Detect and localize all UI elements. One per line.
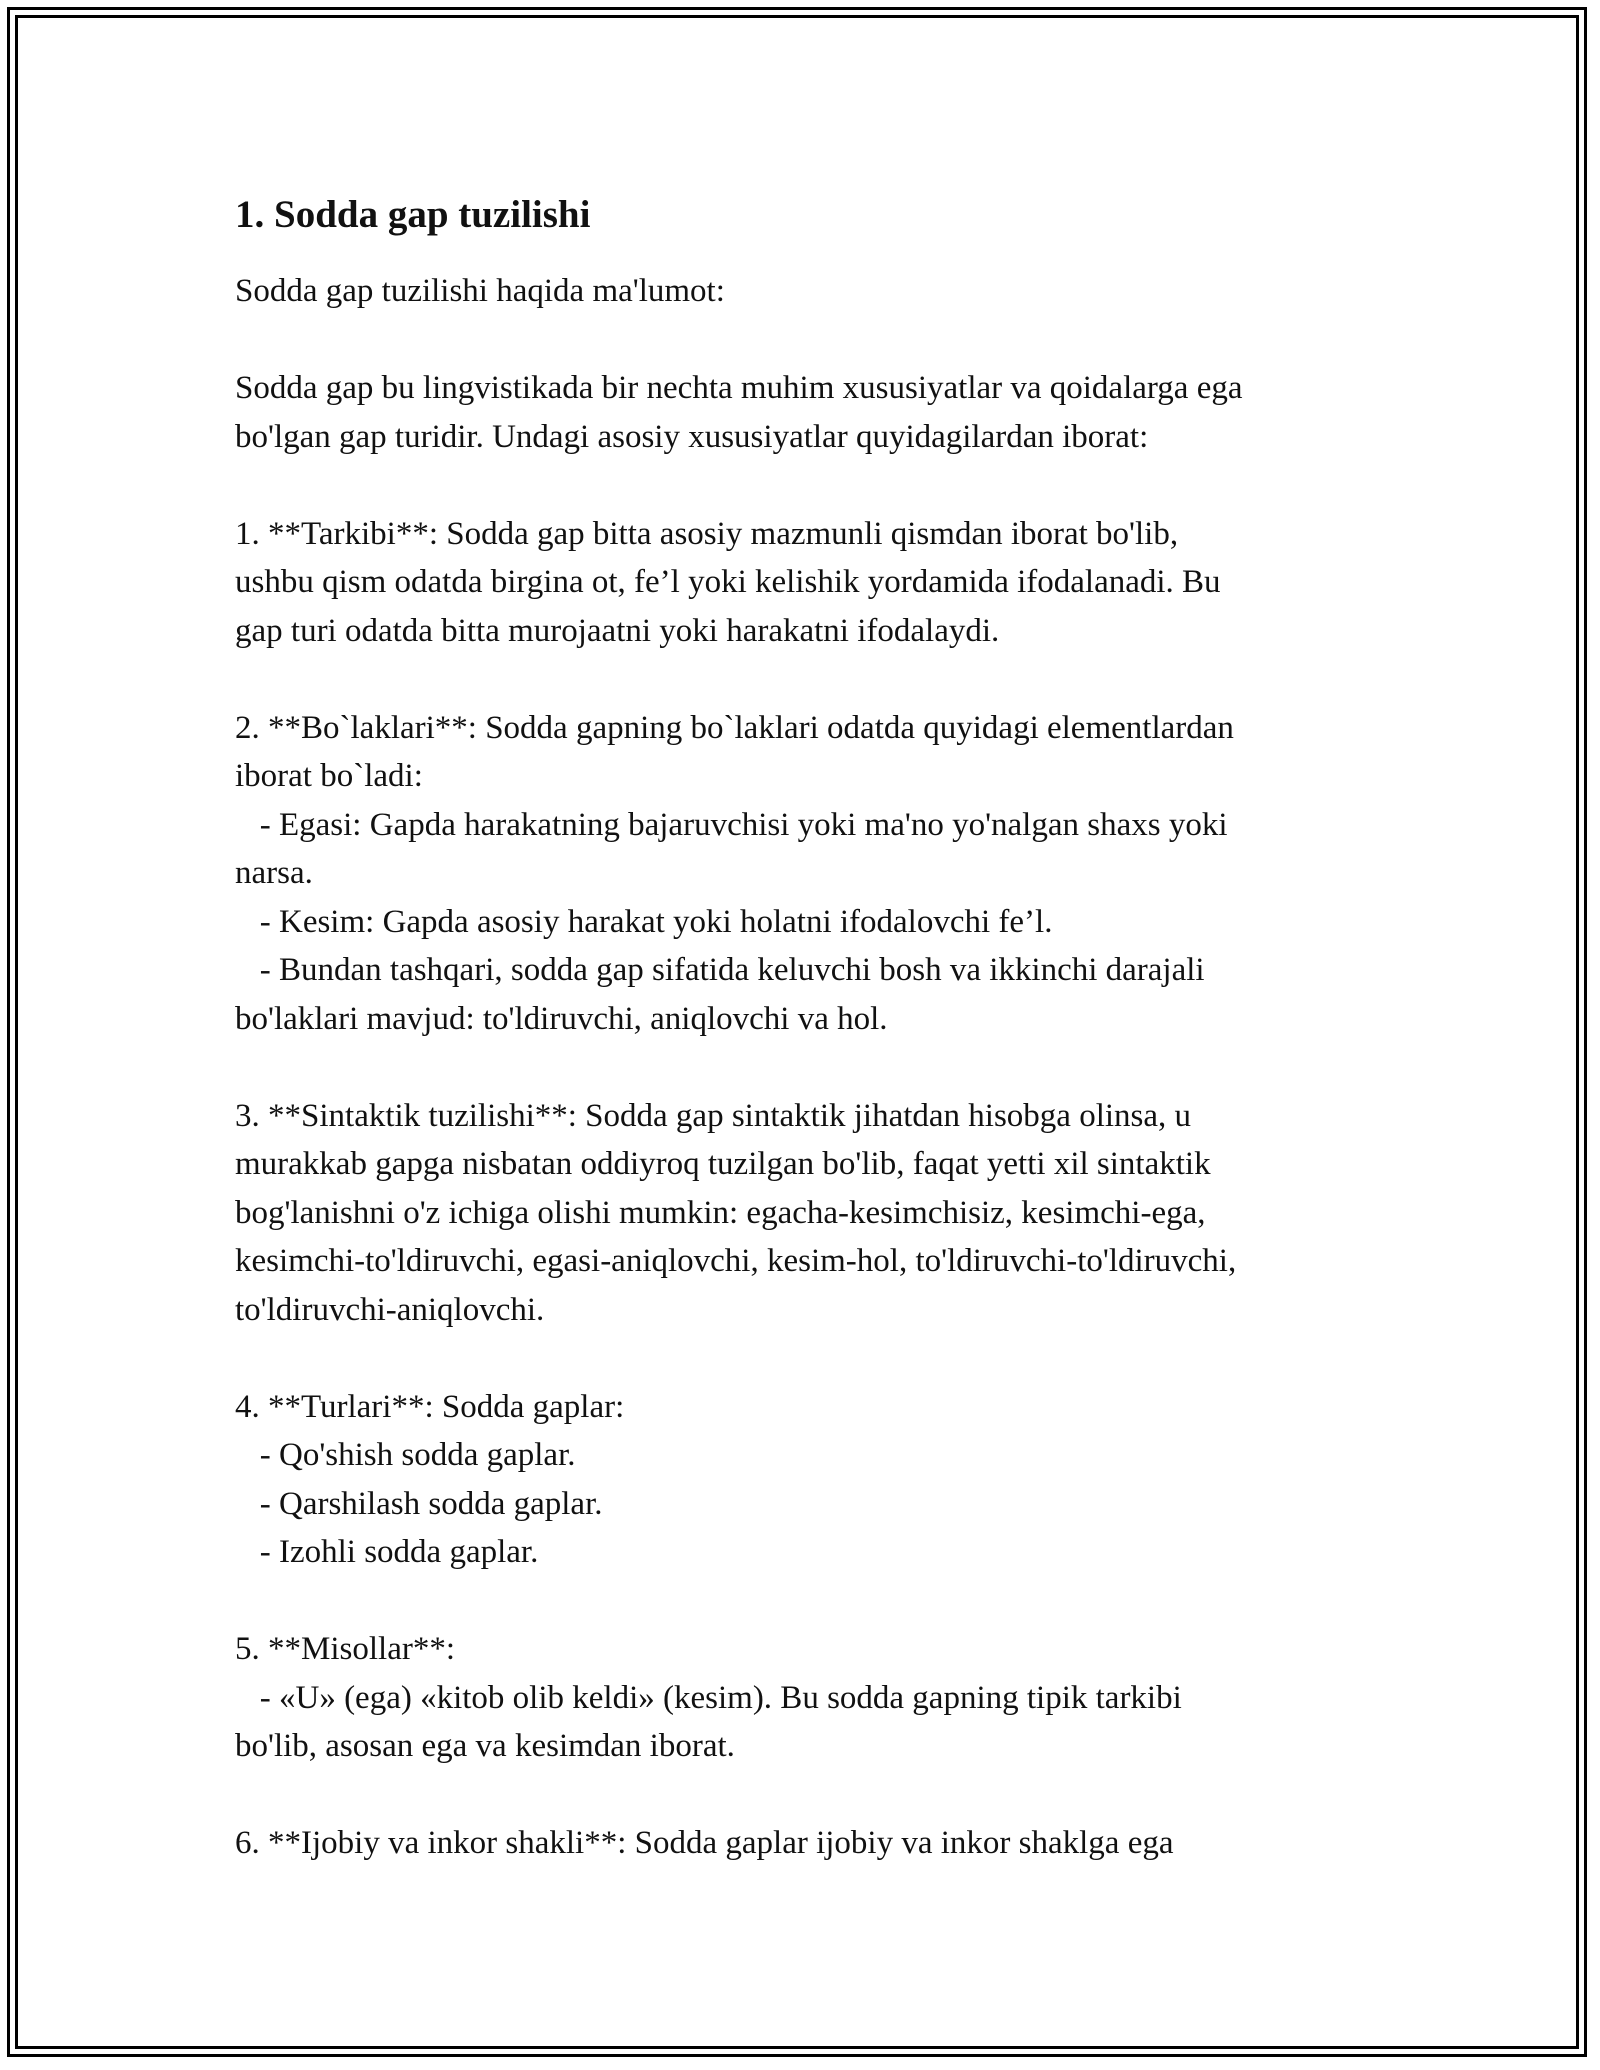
text-line: narsa. (235, 855, 313, 891)
blank-line (235, 655, 1375, 704)
blank-line (235, 1771, 1375, 1820)
text-line: - Qo'shish sodda gaplar. (235, 1437, 576, 1473)
text-line: - «U» (ega) «kitob olib keldi» (kesim). Bu sodda gapning tipik tarkibi (235, 1679, 1182, 1716)
text-line: 3. **Sintaktik tuzilishi**: Sodda gap sintaktik jihatdan hisobga olinsa, u (235, 1097, 1192, 1134)
blank-line (235, 461, 1375, 510)
blank-line (235, 316, 1375, 365)
text-line: bo'lib, asosan ega va kesimdan iborat. (235, 1728, 735, 1764)
text-line: murakkab gapga nisbatan oddiyroq tuzilgan bo'lib, faqat yetti xil sintaktik (235, 1146, 1211, 1182)
document-heading: 1. Sodda gap tuzilishi (235, 193, 591, 236)
text-line: kesimchi-to'ldiruvchi, egasi-aniqlovchi, kesim-hol, to'ldiruvchi-to'ldiruvchi, (235, 1243, 1237, 1279)
text-line: 4. **Turlari**: Sodda gaplar: (235, 1388, 625, 1425)
document-body (235, 267, 1375, 1868)
text-line: Sodda gap bu lingvistikada bir nechta muhim xususiyatlar va qoidalarga ega (235, 370, 1243, 406)
text-line: 5. **Misollar**: (235, 1631, 455, 1667)
text-line: iborat bo`ladi: (235, 758, 423, 794)
text-line: gap turi odatda bitta murojaatni yoki harakatni ifodalaydi. (235, 612, 1000, 649)
text-line: bo'laklari mavjud: to'ldiruvchi, aniqlovchi va hol. (235, 1000, 888, 1037)
text-line: Sodda gap tuzilishi haqida ma'lumot: (235, 273, 725, 309)
text-line: to'ldiruvchi-aniqlovchi. (235, 1291, 545, 1328)
text-line: - Egasi: Gapda harakatning bajaruvchisi yoki ma'no yo'nalgan shaxs yoki (235, 806, 1228, 843)
text-line: bo'lgan gap turidir. Undagi asosiy xususiyatlar quyidagilardan iborat: (235, 418, 1149, 455)
document-page (235, 185, 1375, 1868)
text-line: - Qarshilash sodda gaplar. (235, 1485, 603, 1522)
text-line: 6. **Ijobiy va inkor shakli**: Sodda gaplar ijobiy va inkor shaklga ega (235, 1825, 1174, 1861)
text-line: - Izohli sodda gaplar. (235, 1534, 539, 1570)
text-line: 1. **Tarkibi**: Sodda gap bitta asosiy mazmunli qismdan iborat bo'lib, (235, 515, 1179, 552)
text-line: - Kesim: Gapda asosiy harakat yoki holatni ifodalovchi fe’l. (235, 903, 1053, 940)
blank-line (235, 1334, 1375, 1383)
blank-line (235, 1043, 1375, 1092)
text-line: ushbu qism odatda birgina ot, fe’l yoki kelishik yordamida ifodalanadi. Bu (235, 564, 1221, 600)
text-line: bog'lanishni o'z ichiga olishi mumkin: egacha-kesimchisiz, kesimchi-ega, (235, 1194, 1206, 1231)
text-line: 2. **Bo`laklari**: Sodda gapning bo`laklari odatda quyidagi elementlardan (235, 709, 1234, 746)
blank-line (235, 1577, 1375, 1626)
text-line: - Bundan tashqari, sodda gap sifatida keluvchi bosh va ikkinchi darajali (235, 952, 1205, 988)
